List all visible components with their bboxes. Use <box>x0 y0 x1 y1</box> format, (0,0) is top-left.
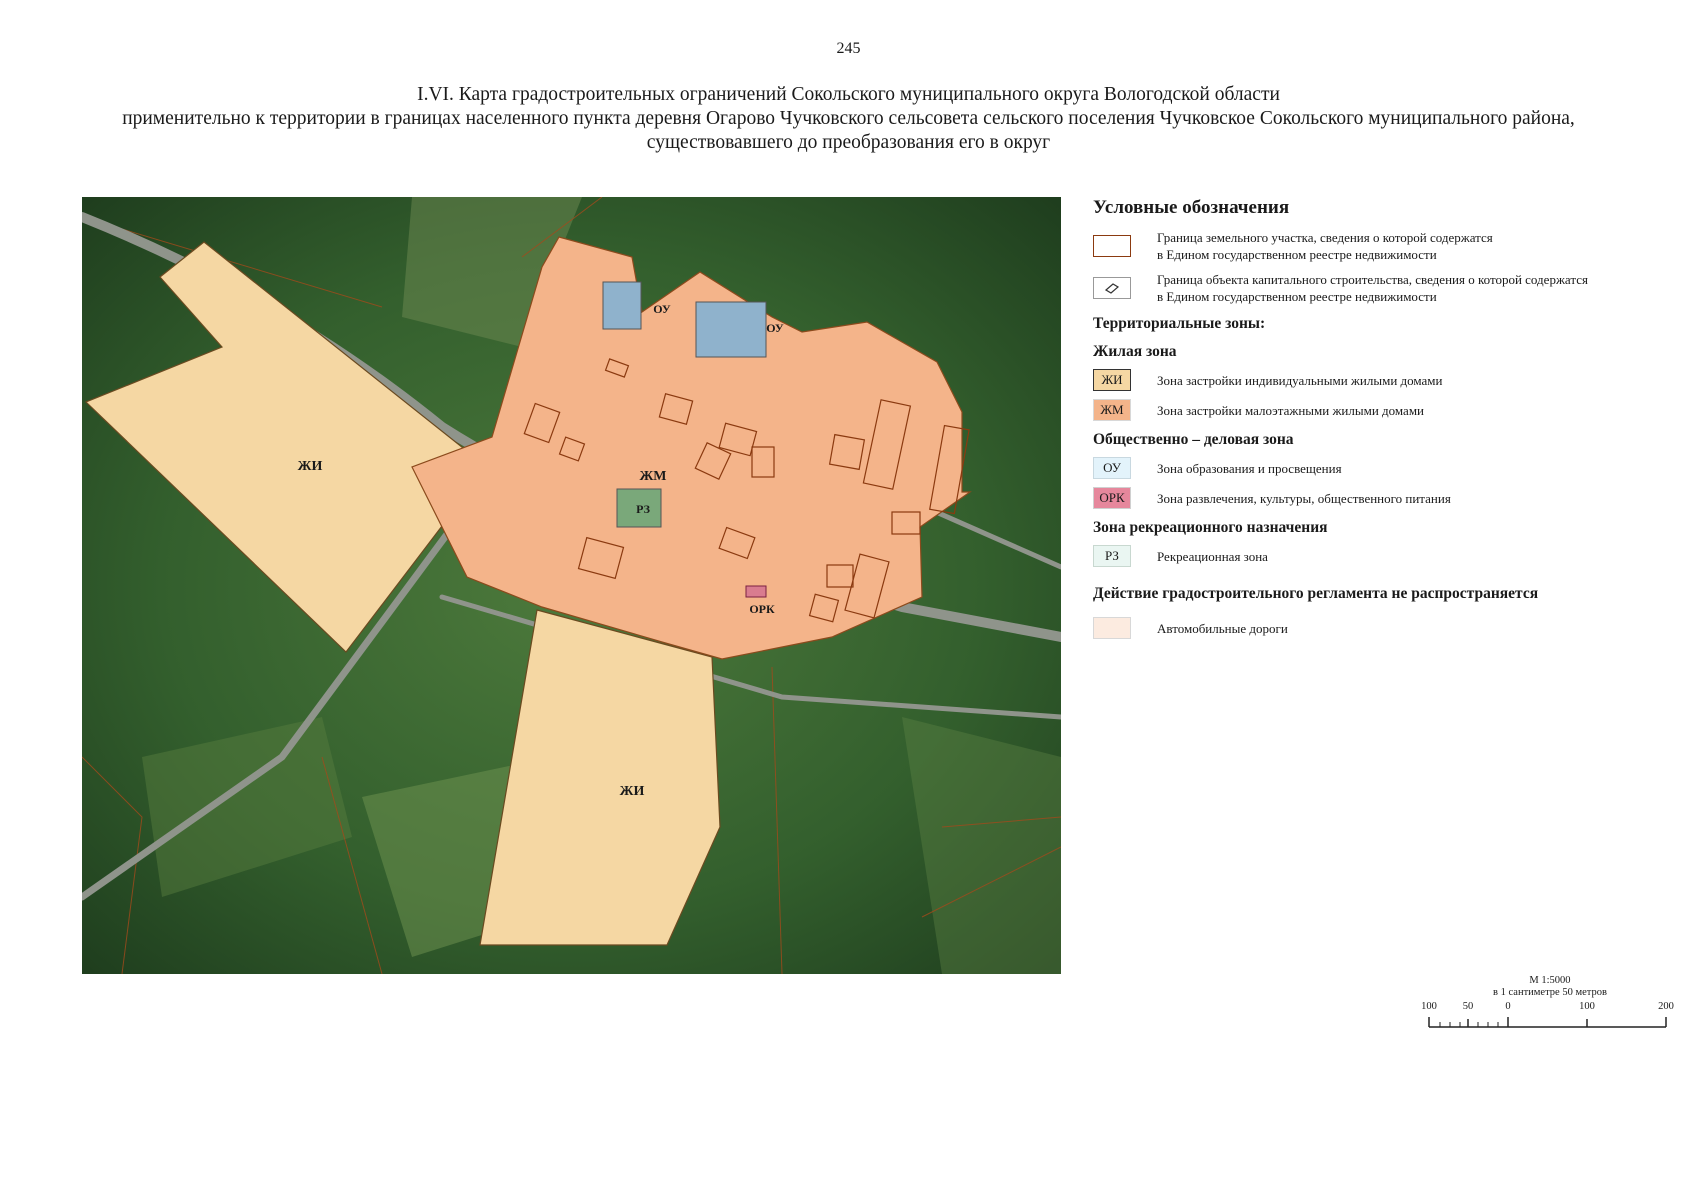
territorial-zones-heading: Территориальные зоны: <box>1093 315 1266 332</box>
legend-item-land-parcel <box>1093 229 1683 263</box>
rz-text: Рекреационная зона <box>1157 548 1268 564</box>
title-line-2: применительно к территории в границах населенного пункта деревня Огарово Чучковского сельсовета сельского поселения Чучковское Сокольского муниципального района, <box>122 108 1575 129</box>
scale-ratio: М 1:5000 <box>1529 975 1571 986</box>
public-heading: Общественно – деловая зона <box>1093 431 1294 448</box>
roads-text: Автомобильные дороги <box>1157 620 1288 636</box>
legend <box>1093 197 1683 647</box>
title-line-3: существовавшего до преобразования его в округ <box>646 132 1051 153</box>
legend-item-zhi <box>1093 369 1683 391</box>
legend-item-rz <box>1093 545 1683 567</box>
map-title <box>40 83 1657 155</box>
recreation-heading: Зона рекреационного назначения <box>1093 519 1328 536</box>
title-line-1: I.VI. Карта градостроительных ограничений Сокольского муниципального округа Вологодской области <box>417 84 1280 105</box>
zhi-text: Зона застройки индивидуальными жилыми домами <box>1157 372 1443 388</box>
scale-ticks <box>1420 999 1680 1033</box>
scale-bar <box>1420 975 1680 1033</box>
scale-note: в 1 сантиметре 50 метров <box>1493 987 1607 998</box>
legend-item-roads <box>1093 617 1683 639</box>
rz-swatch: РЗ <box>1093 545 1131 567</box>
ou-text: Зона образования и просвещения <box>1157 460 1342 476</box>
building-outline-icon <box>1093 277 1131 299</box>
zone-ou-2 <box>696 302 766 357</box>
ork-swatch: ОРК <box>1093 487 1131 509</box>
label-ou-2: ОУ <box>766 321 784 335</box>
zone-ou-1 <box>603 282 641 329</box>
legend-text: Граница объекта капитального строительства, сведения о которой содержатся <box>1157 272 1588 287</box>
ou-swatch: ОУ <box>1093 457 1131 479</box>
scale-tick-label: 0 <box>1505 1001 1511 1012</box>
not-applicable-heading: Действие градостроительного регламента не распространяется <box>1093 585 1539 602</box>
label-zhi-west: ЖИ <box>297 459 323 474</box>
zhi-swatch: ЖИ <box>1093 369 1131 391</box>
legend-text: в Едином государственном реестре недвижимости <box>1157 247 1437 262</box>
legend-item-ork <box>1093 487 1683 509</box>
roads-swatch <box>1093 617 1131 639</box>
label-ou-1: ОУ <box>653 302 671 316</box>
scale-tick-label: 100 <box>1421 1001 1437 1012</box>
scale-line <box>1420 999 1680 1033</box>
legend-text: Граница земельного участка, сведения о которой содержатся <box>1157 230 1493 245</box>
scale-tick-label: 200 <box>1658 1001 1674 1012</box>
label-ork: ОРК <box>749 602 775 616</box>
zhm-swatch: ЖМ <box>1093 399 1131 421</box>
legend-text: в Едином государственном реестре недвижимости <box>1157 289 1437 304</box>
legend-item-building <box>1093 271 1683 305</box>
ork-text: Зона развлечения, культуры, общественного питания <box>1157 490 1451 506</box>
page-number: 245 <box>836 40 861 57</box>
scale-tick-label: 50 <box>1462 1001 1474 1012</box>
land-parcel-swatch <box>1093 235 1131 257</box>
zhm-text: Зона застройки малоэтажными жилыми домами <box>1157 402 1425 418</box>
map-canvas <box>82 197 1061 974</box>
label-zhi-south: ЖИ <box>619 784 645 799</box>
label-rz: РЗ <box>636 502 650 516</box>
legend-item-ou <box>1093 457 1683 479</box>
legend-item-zhm <box>1093 399 1683 421</box>
legend-heading: Условные обозначения <box>1093 197 1290 218</box>
zone-ork <box>746 586 766 597</box>
residential-heading: Жилая зона <box>1093 343 1177 360</box>
scale-tick-label: 100 <box>1579 1001 1595 1012</box>
label-zhm: ЖМ <box>639 469 667 484</box>
zoning-map <box>82 197 1061 974</box>
